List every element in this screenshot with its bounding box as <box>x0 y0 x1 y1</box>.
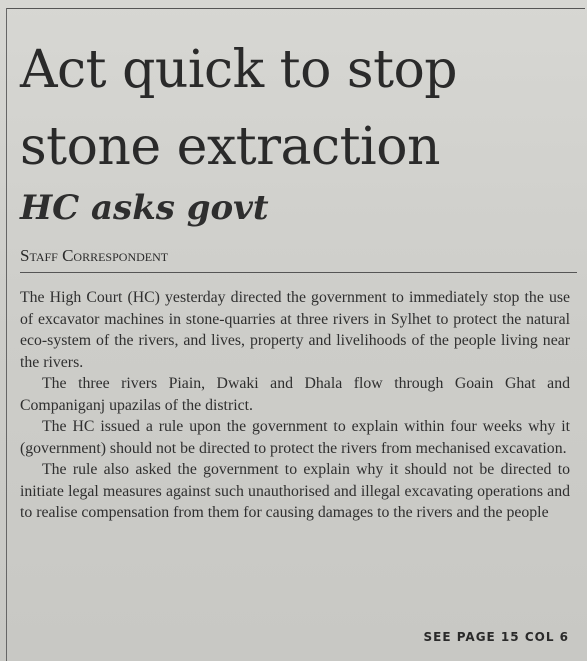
headline-line-1: Act quick to stop <box>20 40 458 100</box>
top-rule <box>6 8 585 9</box>
byline-rule <box>20 272 577 273</box>
paragraph-4: The rule also asked the government to explain why it should not be directed to initiate legal measures against such unauthorised and illegal excavating operations and to realise compensation from them for causing damages to the rivers and the people <box>20 461 570 521</box>
left-column-rule <box>6 8 7 661</box>
article-body <box>20 287 570 524</box>
continued-on-note: SEE PAGE 15 COL 6 <box>423 630 569 644</box>
headline-line-2: stone extraction <box>20 117 440 177</box>
paragraph-3: The HC issued a rule upon the government to explain within four weeks why it (government) should not be directed to protect the rivers from mechanised excavation. <box>20 418 570 457</box>
paragraph-1: The High Court (HC) yesterday directed the government to immediately stop the use of excavator machines in stone-quarries at three rivers in Sylhet to protect the natural eco-system of the rivers, and lives, property and livelihoods of the people living near the rivers. <box>20 289 570 371</box>
paragraph-2: The three rivers Piain, Dwaki and Dhala flow through Goain Ghat and Companiganj upazilas of the district. <box>20 375 570 414</box>
subheadline: HC asks govt <box>20 188 269 228</box>
byline: Staff Correspondent <box>20 246 169 265</box>
